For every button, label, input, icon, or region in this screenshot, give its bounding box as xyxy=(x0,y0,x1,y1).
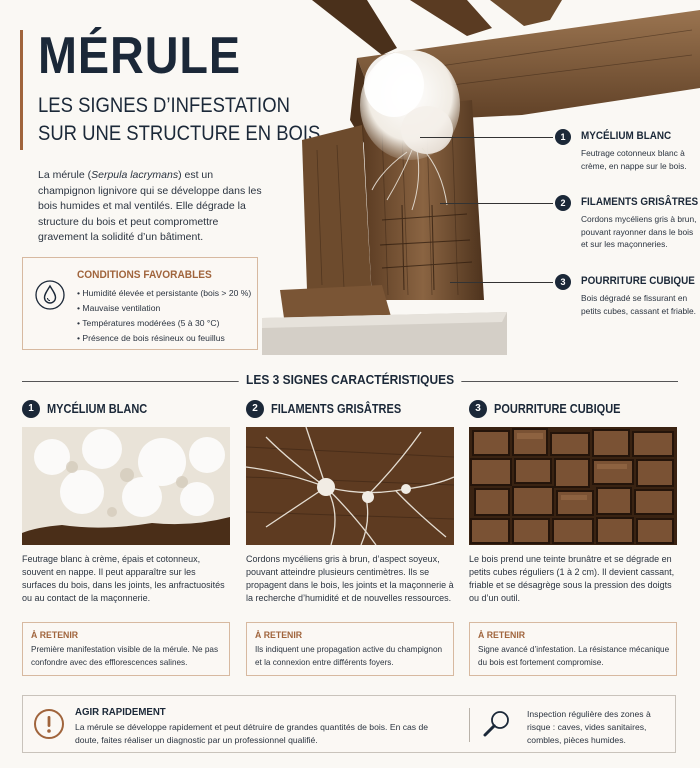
retain-text: Signe avancé d’infestation. La résistance mécanique du bois est fortement compromise. xyxy=(478,645,670,667)
sign-number: 1 xyxy=(22,400,40,418)
callout-number: 2 xyxy=(555,195,571,211)
conditions-title: CONDITIONS FAVORABLES xyxy=(77,269,212,281)
sign-description: Cordons mycéliens gris à brun, d’aspect soyeux, pouvant atteindre plusieurs centimètres. Ils se propagent dans le bois, les joints et la maçonnerie à la recherche d’humidité et de nouvelles ressources. xyxy=(246,554,454,603)
retain-box xyxy=(246,622,454,676)
conditions-item: • Humidité élevée et persistante (bois > 20 %) xyxy=(77,286,251,301)
retain-box xyxy=(469,622,677,676)
mycelium-photo xyxy=(22,427,230,545)
section-heading xyxy=(0,372,700,392)
conditions-item: • Températures modérées (5 à 30 °C) xyxy=(77,316,251,331)
sign-title: MYCÉLIUM BLANC xyxy=(47,402,148,416)
callout-line xyxy=(440,203,553,204)
warning-icon xyxy=(33,708,65,740)
page-title: MÉRULE xyxy=(38,27,242,85)
retain-title: À RETENIR xyxy=(31,630,79,641)
sign-description: Feutrage blanc à crème, épais et cotonneux, souvent en nappe. Il peut apparaître sur les surfaces du bois, dans les joints, les anfractuosités ou au contact de la maçonnerie. xyxy=(22,554,225,603)
callout-description: Cordons mycéliens gris à brun, pouvant rayonner dans le bois et sur les maçonneries. xyxy=(581,214,697,249)
callout-number: 3 xyxy=(555,274,571,290)
subtitle-line-1: LES SIGNES D’INFESTATION xyxy=(38,94,290,117)
intro-latin-name: Serpula lacrymans xyxy=(91,169,179,181)
action-box xyxy=(22,695,676,753)
intro-before: La mérule ( xyxy=(38,169,92,181)
callout-title: POURRITURE CUBIQUE xyxy=(581,275,695,287)
callout-description: Feutrage cotonneux blanc à crème, en nappe sur le bois. xyxy=(581,148,687,171)
inspection-text: Inspection régulière des zones à risque : caves, vides sanitaires, combles, pièces humides. xyxy=(527,709,651,745)
retain-text: Ils indiquent une propagation active du champignon et la connexion entre différents foyers. xyxy=(255,645,443,667)
hero-section xyxy=(0,0,700,360)
conditions-item: • Présence de bois résineux ou feuillus xyxy=(77,331,251,346)
action-divider xyxy=(469,708,470,742)
sign-title: POURRITURE CUBIQUE xyxy=(494,402,621,416)
retain-box xyxy=(22,622,230,676)
callout-title: MYCÉLIUM BLANC xyxy=(581,130,672,142)
section-title: LES 3 SIGNES CARACTÉRISTIQUES xyxy=(239,372,462,387)
sign-number: 2 xyxy=(246,400,264,418)
action-text: La mérule se développe rapidement et peut détruire de grandes quantités de bois. En cas de doute, faites réaliser un diagnostic par un professionnel qualifié. xyxy=(75,722,429,745)
intro-paragraph xyxy=(38,168,263,246)
subtitle-line-2: SUR UNE STRUCTURE EN BOIS xyxy=(38,122,321,145)
intro-after: ) est un champignon lignivore qui se développe dans les bois humides et mal ventilés. Elle dégrade la structure du bois et peut compromettre gravement la solidité d’un bâtiment. xyxy=(38,169,262,243)
callout-number: 1 xyxy=(555,129,571,145)
sign-title: FILAMENTS GRISÂTRES xyxy=(271,402,402,416)
sign-description: Le bois prend une teinte brunâtre et se dégrade en petits cubes réguliers (1 à 2 cm). Il devient cassant, friable et se désagrège sous la pression des doigts ou d’un outil. xyxy=(469,554,675,603)
callout-line xyxy=(450,282,553,283)
action-title: AGIR RAPIDEMENT xyxy=(75,706,166,718)
cubic-rot-photo xyxy=(469,427,677,545)
sign-number: 3 xyxy=(469,400,487,418)
filaments-photo xyxy=(246,427,454,545)
retain-text: Première manifestation visible de la mérule. Ne pas confondre avec des efflorescences salines. xyxy=(31,645,219,667)
conditions-list xyxy=(77,286,251,346)
retain-title: À RETENIR xyxy=(255,630,303,641)
conditions-box xyxy=(22,257,258,350)
title-accent-bar xyxy=(20,30,23,150)
callout-line xyxy=(420,137,553,138)
retain-title: À RETENIR xyxy=(478,630,526,641)
water-drop-icon xyxy=(35,280,65,310)
conditions-item: • Mauvaise ventilation xyxy=(77,301,251,316)
callout-title: FILAMENTS GRISÂTRES xyxy=(581,196,699,208)
magnifier-icon xyxy=(481,708,513,740)
callout-description: Bois dégradé se fissurant en petits cubes, cassant et friable. xyxy=(581,293,696,316)
